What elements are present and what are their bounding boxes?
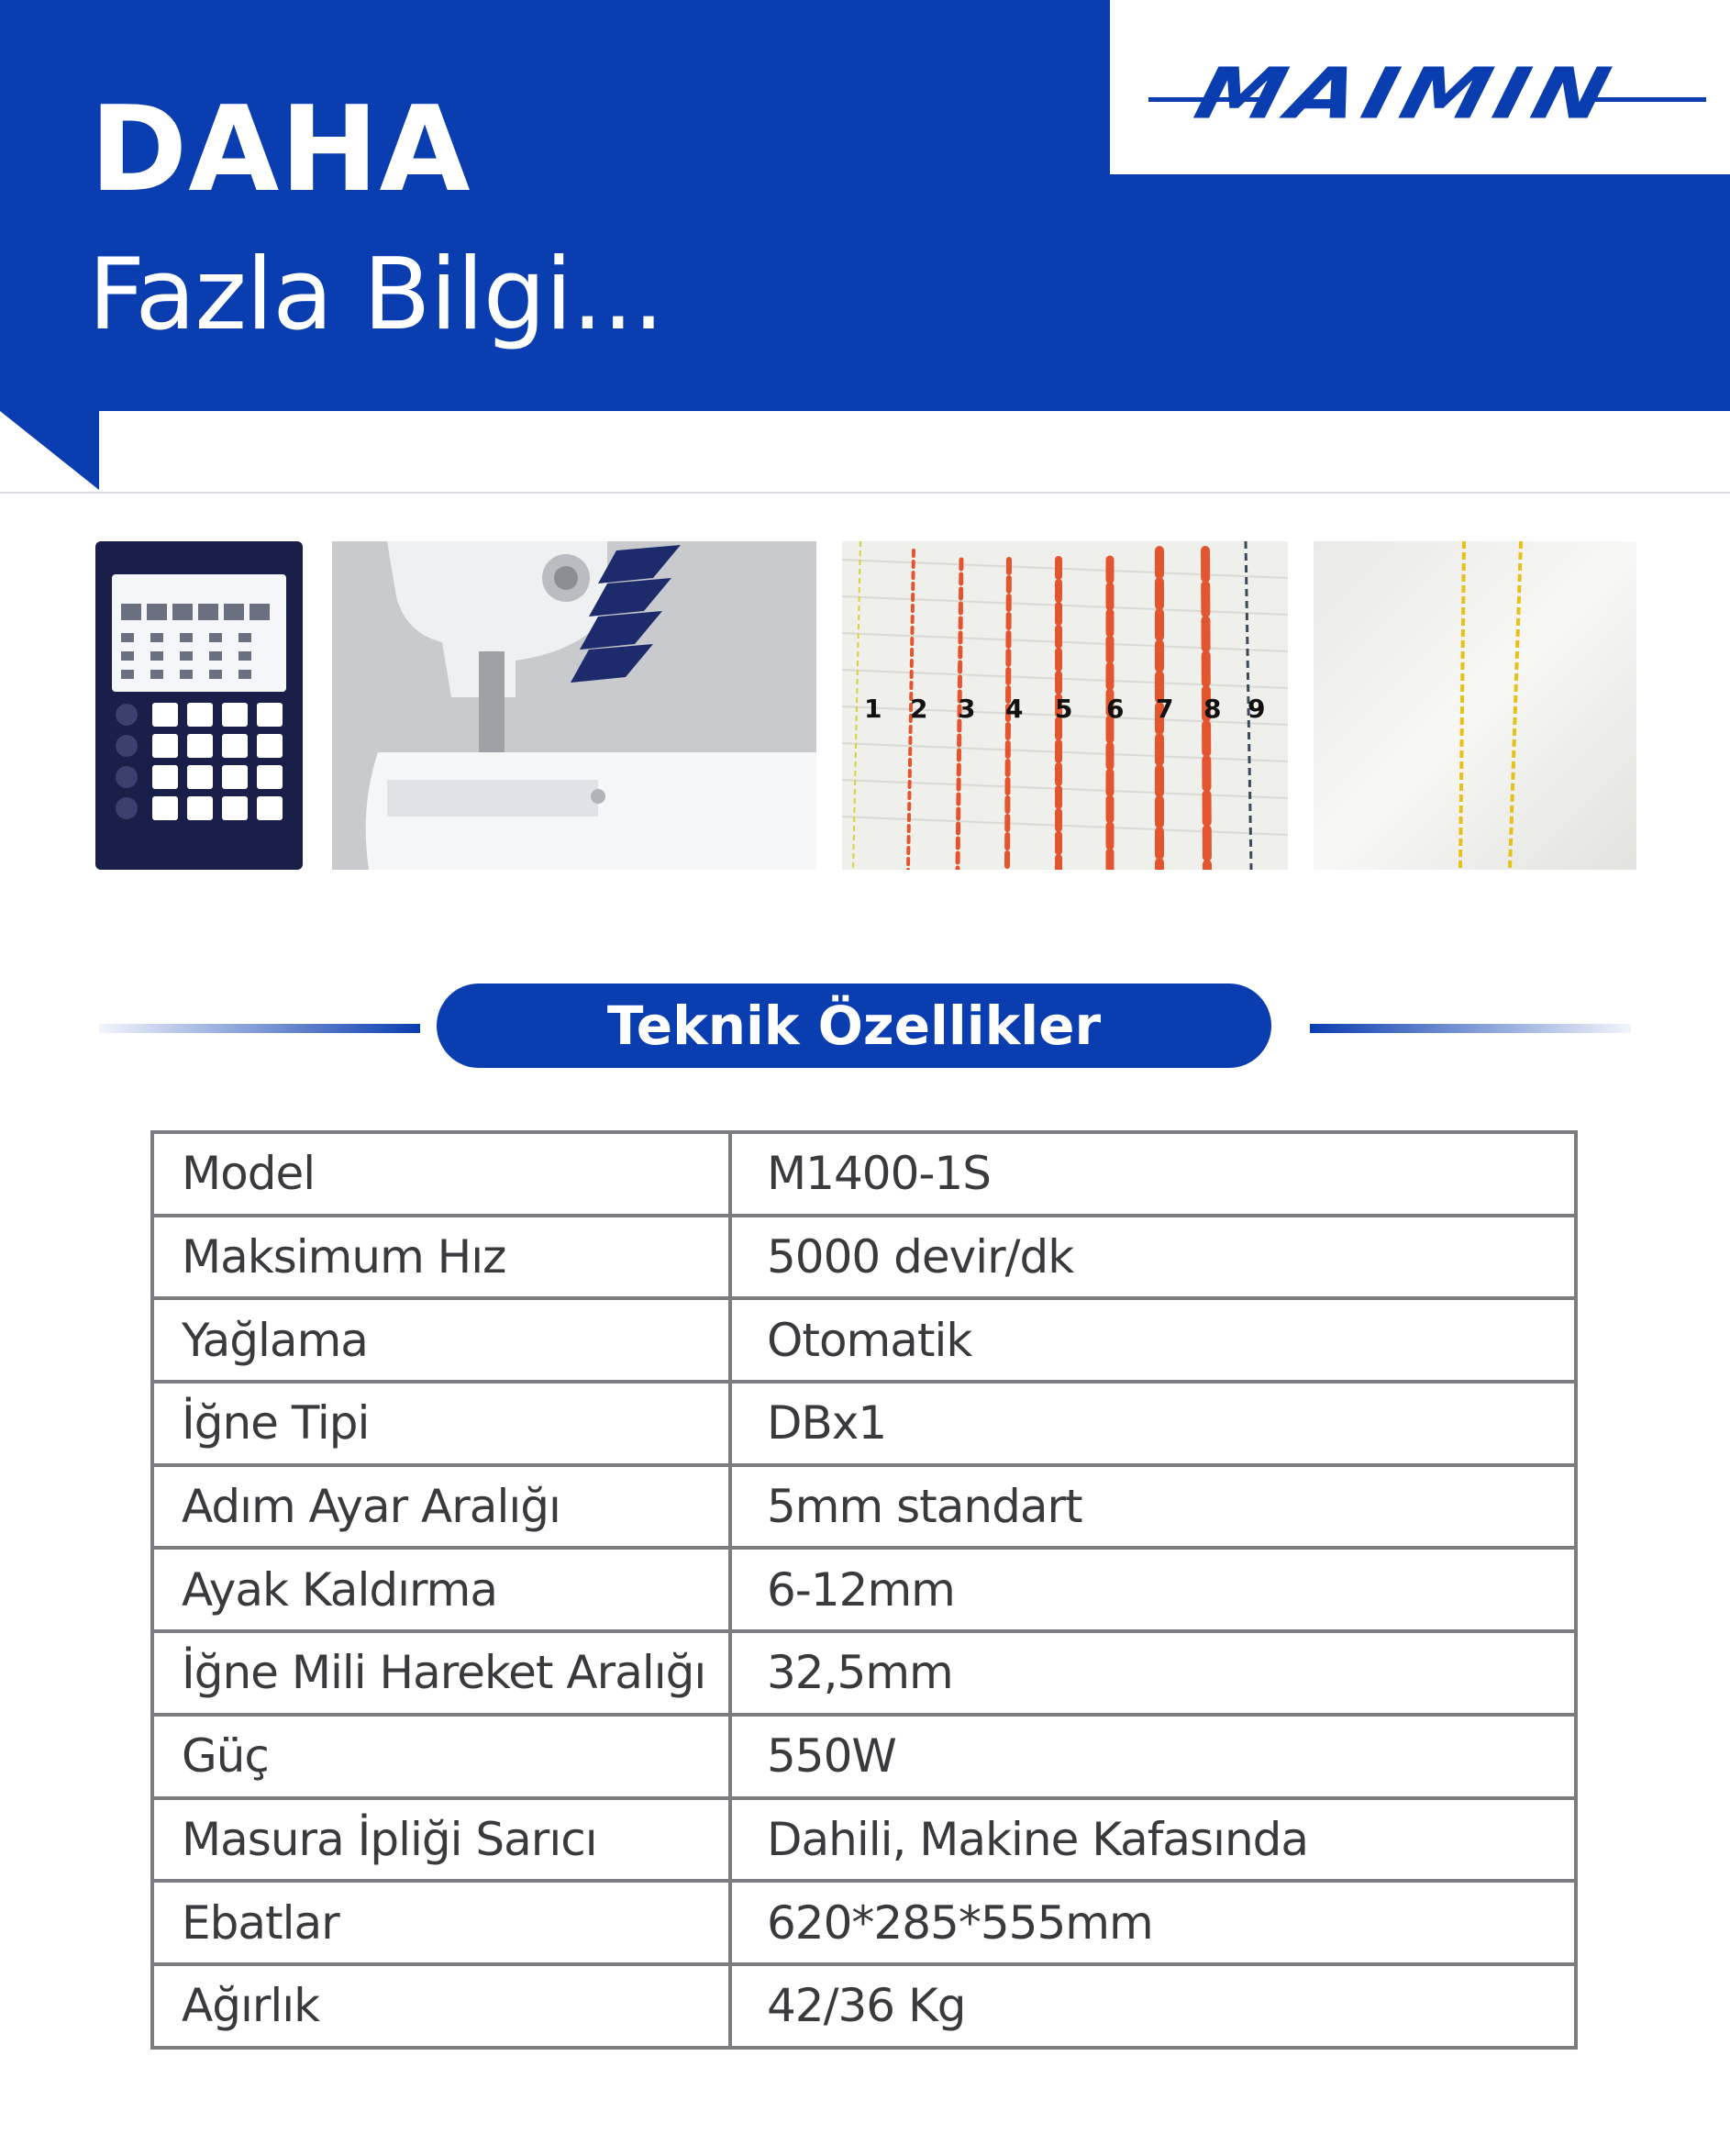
spec-value: DBx1 [730,1382,1576,1465]
spec-label: Ayak Kaldırma [152,1548,730,1631]
table-row [152,1548,1576,1631]
stitch-label: 2 [910,694,928,724]
stitch-label: 1 [864,694,882,724]
table-row [152,1881,1576,1964]
spec-label: Maksimum Hız [152,1216,730,1299]
spec-value: 5mm standart [730,1465,1576,1549]
spec-value: 32,5mm [730,1631,1576,1715]
sewing-machine-icon [332,541,816,870]
table-row [152,1132,1576,1216]
table-row [152,1465,1576,1549]
table-row [152,1631,1576,1715]
page-subtitle: Fazla Bilgi... [88,238,664,352]
control-panel-image [95,541,303,870]
brand-logo-text: MAIMIN [1187,52,1624,135]
header-divider [0,492,1730,494]
table-row [152,1298,1576,1382]
table-row [152,1798,1576,1882]
spec-value: Otomatik [730,1298,1576,1382]
stitch-label: 3 [958,694,976,724]
table-row [152,1382,1576,1465]
stitch-label: 5 [1055,694,1073,724]
specs-title-pill [437,984,1271,1068]
page-title: DAHA [90,82,471,218]
header-banner [0,0,1730,495]
spec-value: 620*285*555mm [730,1881,1576,1964]
spec-value: 550W [730,1715,1576,1798]
spec-label: Model [152,1132,730,1216]
stitch-label: 6 [1106,694,1125,724]
spec-value: 5000 devir/dk [730,1216,1576,1299]
specs-table [150,1130,1578,2050]
decorative-rule-left [99,1024,420,1033]
yellow-stitch-fabric-image [1314,541,1636,870]
sewing-machine-needle-image [332,541,816,870]
spec-label: Ebatlar [152,1881,730,1964]
spec-label: Adım Ayar Aralığı [152,1465,730,1549]
table-row [152,1964,1576,2048]
spec-label: Yağlama [152,1298,730,1382]
spec-value: 42/36 Kg [730,1964,1576,2048]
specs-title: Teknik Özellikler [606,995,1102,1057]
brand-logo [1110,0,1730,174]
stitch-label: 8 [1203,694,1222,724]
control-panel-icon [95,541,303,870]
stitch-number-labels [842,688,1288,734]
stitch-label: 9 [1248,694,1266,724]
spec-value: Dahili, Makine Kafasında [730,1798,1576,1882]
spec-label: Masura İpliği Sarıcı [152,1798,730,1882]
fabric-stitch-icon [1314,541,1636,870]
decorative-rule-right [1310,1024,1631,1033]
spec-label: Ağırlık [152,1964,730,2048]
table-row [152,1216,1576,1299]
stitch-label: 4 [1005,694,1024,724]
stitch-samples-image [842,541,1288,870]
spec-label: Güç [152,1715,730,1798]
table-row [152,1715,1576,1798]
spec-value: 6-12mm [730,1548,1576,1631]
spec-label: İğne Tipi [152,1382,730,1465]
stitch-label: 7 [1156,694,1174,724]
spec-value: M1400-1S [730,1132,1576,1216]
specs-section-header [0,984,1730,1072]
spec-label: İğne Mili Hareket Aralığı [152,1631,730,1715]
